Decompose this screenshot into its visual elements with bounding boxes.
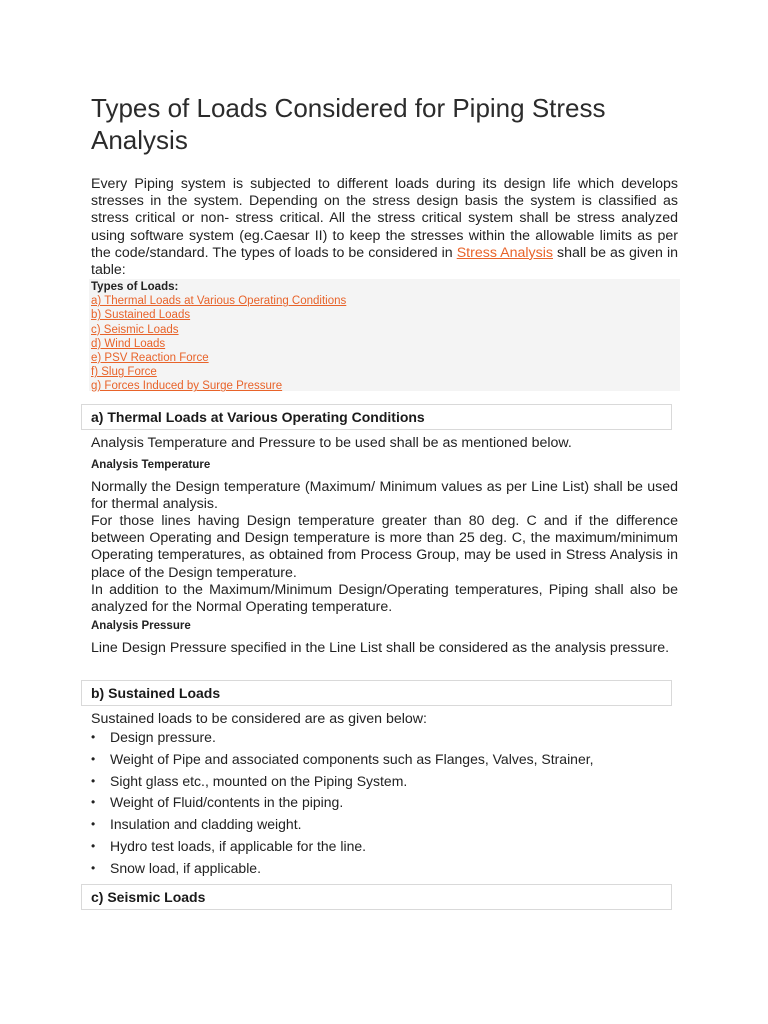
bullet-icon: • bbox=[91, 795, 96, 810]
toc-link-sustained-loads[interactable]: b) Sustained Loads bbox=[91, 309, 191, 322]
bullet-icon: • bbox=[91, 773, 96, 788]
stress-analysis-link[interactable]: Stress Analysis bbox=[456, 244, 553, 261]
toc-link-thermal-loads[interactable]: a) Thermal Loads at Various Operating Conditions bbox=[91, 295, 347, 308]
thermal-intro: Analysis Temperature and Pressure to be used shall be as mentioned below. bbox=[91, 435, 572, 451]
analysis-pressure-heading: Analysis Pressure bbox=[91, 620, 191, 632]
sustained-intro: Sustained loads to be considered are as given below: bbox=[91, 711, 427, 727]
toc-link-slug-force[interactable]: f) Slug Force bbox=[91, 366, 157, 379]
toc-link-seismic-loads[interactable]: c) Seismic Loads bbox=[91, 323, 179, 336]
list-item: • Weight of Fluid/contents in the piping. bbox=[91, 794, 344, 811]
toc-heading: Types of Loads: bbox=[91, 281, 179, 293]
toc-link-surge-pressure[interactable]: g) Forces Induced by Surge Pressure bbox=[91, 380, 283, 393]
analysis-temperature-p3: In addition to the Maximum/Minimum Design/Operating temperatures, Piping shall also be analyzed for the Normal Operating temperature. bbox=[91, 582, 678, 616]
table-of-contents bbox=[89, 279, 680, 391]
toc-link-wind-loads[interactable]: d) Wind Loads bbox=[91, 337, 166, 350]
bullet-icon: • bbox=[91, 817, 96, 832]
list-item: • Sight glass etc., mounted on the Piping System. bbox=[91, 772, 408, 789]
analysis-pressure-paragraph: Line Design Pressure specified in the Line List shall be considered as the analysis pressure. bbox=[91, 640, 670, 656]
list-item: • Weight of Pipe and associated components such as Flanges, Valves, Strainer, bbox=[91, 750, 594, 767]
analysis-temperature-heading: Analysis Temperature bbox=[91, 459, 211, 471]
bullet-icon: • bbox=[91, 751, 96, 766]
section-heading-sustained: b) Sustained Loads bbox=[81, 680, 672, 706]
intro-text-before: Every Piping system is subjected to different loads during its design life which develops stresses in the system. Depending on the stress design basis the system is classified as stress critical or non- stress critical. All the stress critical system shall be stress analyzed using software system (eg.Caesar II) to keep the stresses within the allowable limits as per the code/standard. The types of loads to be considered in bbox=[91, 176, 678, 261]
list-item: • Hydro test loads, if applicable for the line. bbox=[91, 837, 367, 854]
list-item: • Snow load, if applicable. bbox=[91, 859, 261, 876]
section-heading-seismic: c) Seismic Loads bbox=[81, 884, 672, 910]
analysis-temperature-p2: For those lines having Design temperature greater than 80 deg. C and if the difference between Operating and Design temperature is more than 25 deg. C, the maximum/minimum Operating temperatures, as obtained from Process Group, may be used in Stress Analysis in place of the Design temperature. bbox=[91, 513, 678, 581]
sustained-loads-list bbox=[91, 729, 678, 882]
intro-text-after: shall be as given in table: bbox=[91, 244, 678, 279]
list-item: • Design pressure. bbox=[91, 729, 216, 745]
bullet-icon: • bbox=[91, 838, 96, 853]
page-title: Types of Loads Considered for Piping Stress Analysis bbox=[91, 93, 606, 155]
bullet-icon: • bbox=[91, 860, 96, 875]
toc-link-psv-reaction-force[interactable]: e) PSV Reaction Force bbox=[91, 352, 209, 365]
section-heading-thermal: a) Thermal Loads at Various Operating Conditions bbox=[81, 404, 672, 430]
intro-paragraph bbox=[91, 176, 678, 279]
analysis-temperature-p1: Normally the Design temperature (Maximum/ Minimum values as per Line List) shall be used for thermal analysis. bbox=[91, 479, 678, 513]
bullet-icon: • bbox=[91, 730, 96, 744]
list-item: • Insulation and cladding weight. bbox=[91, 816, 302, 833]
